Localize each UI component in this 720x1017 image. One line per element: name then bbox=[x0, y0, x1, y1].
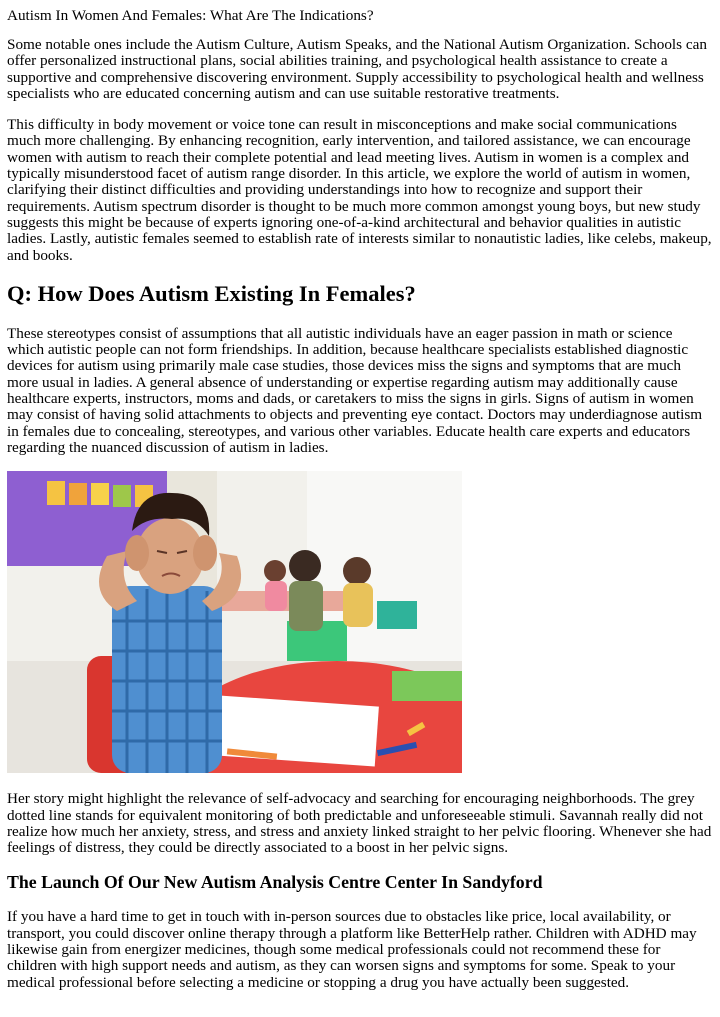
paragraph-4: Her story might highlight the relevance of self-advocacy and searching for encouraging neighborhoods. The grey dotted line stands for equivalent monitoring of both predictable and unforeseeable stimuli. Savannah really did not realize how much her anxiety, stress, and stress and anxiety linked straight to her pelvic flooring. Whenever she had feelings of distress, they could be directly associated to a boost in her pelvic signs. bbox=[7, 790, 712, 857]
document-title: Autism In Women And Females: What Are The Indications? bbox=[7, 7, 374, 24]
section-heading-analysis-centre: The Launch Of Our New Autism Analysis Centre Center In Sandyford bbox=[7, 872, 543, 893]
classroom-photo bbox=[7, 471, 462, 773]
paragraph-3: These stereotypes consist of assumptions that all autistic individuals have an eager passion in math or science which autistic people can not form friendships. In addition, because healthcare specialists established diagnostic devices for autism using primarily male case studies, those devices miss the signs and symptoms that are much more usual in ladies. A general absence of understanding or expertise regarding autism may additionally cause healthcare experts, instructors, moms and dads, or caretakers to miss the signs in girls. Signs of autism in women may consist of having solid attachments to objects and preventing eye contact. Doctors may underdiagnose autism in females due to concealing, stereotypes, and various other variables. Educate health care experts and educators regarding the nuanced discussion of autism in ladies. bbox=[7, 324, 703, 456]
paragraph-2: This difficulty in body movement or voice tone can result in misconceptions and make social communications much more challenging. By enhancing recognition, early intervention, and tailored assistance, we can encourage women with autism to reach their complete potential and lead meeting lives. Autism in women is a complex and typically misunderstood facet of autism range disorder. In this article, we explore the world of autism in women, clarifying their distinct difficulties and providing understandings into how to recognize and support their requirements. Autism spectrum disorder is thought to be much more common amongst young boys, but new study suggests this might be because of experts ignoring one-of-a-kind architectural and behavior qualities in autistic ladies. Lastly, autistic females seemed to establish rate of interests similar to nonautistic ladies, like celebs, makeup, and books. bbox=[7, 116, 712, 264]
paragraph-1: Some notable ones include the Autism Culture, Autism Speaks, and the National Autism Organization. Schools can offer personalized instructional plans, social abilities training, and psychological health assistance to create a supportive and comprehensive discovering environment. Supply accessibility to psychological health and wellness specialists who are educated concerning autism and can use suitable restorative treatments. bbox=[7, 36, 707, 102]
section-heading-autism-in-females: Q: How Does Autism Existing In Females? bbox=[7, 280, 416, 306]
paragraph-5: If you have a hard time to get in touch with in-person sources due to obstacles like price, local availability, or transport, you could discover online therapy through a platform like BetterHelp rather. Children with ADHD may likewise gain from energizer medicines, though some medical professionals could not recommend these for children with high support needs and autism, as they can worsen signs and symptoms for some. Speak to your medical professional before selecting a medicine or stopping a drug you have actually been suggested. bbox=[7, 908, 697, 991]
